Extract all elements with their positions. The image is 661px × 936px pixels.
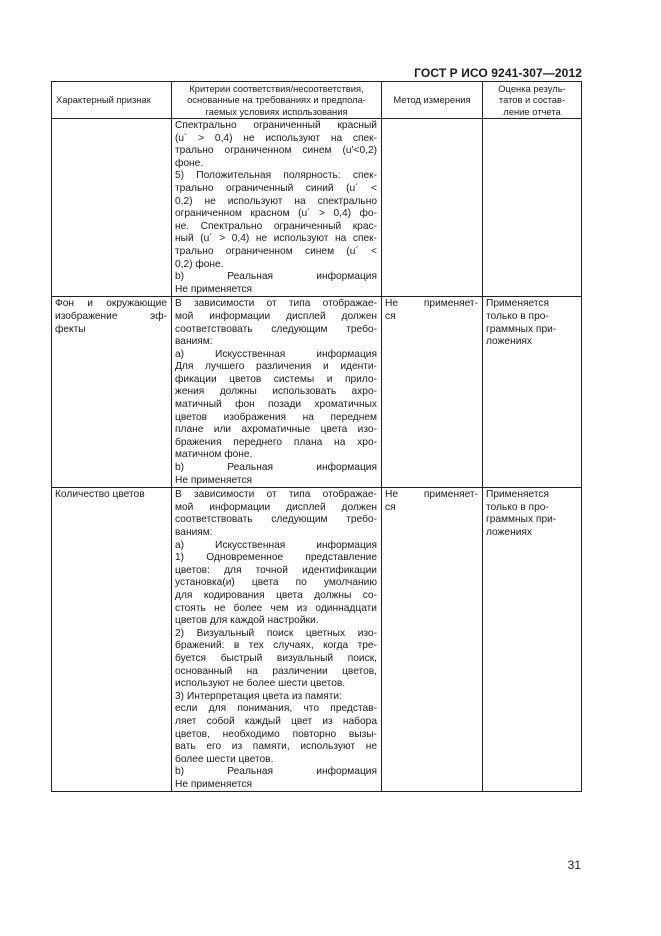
report-cell	[483, 488, 582, 792]
cell-line: Применяется	[486, 489, 549, 501]
cell-line: ся	[385, 501, 396, 513]
cell-line: цветов изображения на переднем	[175, 411, 377, 423]
cell-line: Не применяется	[175, 778, 253, 790]
cell-line: Не применяется	[175, 283, 253, 295]
cell-line: Не применяет-	[385, 298, 478, 310]
cell-line: Для лучшего различения и иденти-	[175, 361, 377, 373]
cell-line: для кодирования цвета должны со-	[175, 589, 377, 601]
column-header-line: Критерии соответствия/несоответствия,	[189, 83, 364, 95]
cell-line: буется быстрый визуальный поиск,	[175, 652, 377, 664]
criteria-cell	[172, 488, 382, 792]
column-header-report	[483, 82, 582, 119]
column-header-feature	[52, 82, 172, 119]
cell-line: ся	[385, 310, 396, 322]
table-row	[52, 488, 582, 792]
column-header-line: основанные на требованиях и предпола-	[187, 94, 366, 106]
cell-line: более шести цветов.	[175, 753, 274, 765]
report-cell	[483, 297, 582, 488]
cell-line: граммных при-	[486, 323, 557, 335]
cell-line: трально ограниченном синем (u´ <	[175, 245, 377, 257]
cell-line: (u´ > 0,4) не используют на спек-	[175, 132, 377, 144]
cell-line: ложениях	[486, 527, 533, 538]
cell-line: цветов, необходимо повторно вызы-	[175, 728, 377, 740]
cell-line: соответствовать следующим требо-	[175, 323, 377, 335]
cell-line: изображение эф-	[55, 310, 167, 322]
column-header-method	[382, 82, 483, 119]
method-cell	[382, 119, 483, 297]
cell-line: b) Реальная информация	[175, 271, 377, 283]
cell-line: цветов для каждой настройки.	[175, 615, 319, 627]
cell-line: бражения переднего плана на хро-	[175, 436, 377, 448]
cell-line: Фон и окружающие	[55, 298, 167, 310]
cell-line: ваниям:	[175, 336, 213, 348]
column-header-line: гаемых условиях использования	[205, 105, 348, 117]
document-code: ГОСТ Р ИСО 9241-307—2012	[414, 66, 582, 80]
cell-line: ный (u´ > 0,4) не используют на спек-	[175, 233, 377, 245]
report-cell	[483, 119, 582, 297]
cell-line: ляет собой каждый цвет из набора	[175, 715, 377, 727]
cell-line: если для понимания, что представ-	[175, 703, 377, 715]
cell-line: фикации цветов системы и прило-	[175, 373, 377, 385]
column-header-line: Оценка резуль-	[498, 83, 566, 95]
table-header-row	[52, 82, 582, 119]
requirements-table	[51, 81, 582, 792]
table-row	[52, 297, 582, 488]
column-header-label	[187, 83, 366, 116]
cell-line: 3) Интерпретация цвета из памяти:	[175, 690, 342, 702]
cell-line: только в про-	[486, 501, 549, 513]
cell-line: используют не более шести цветов.	[175, 678, 346, 690]
cell-line: Не применяет-	[385, 489, 478, 501]
feature-cell	[52, 488, 172, 792]
cell-line: В зависимости от типа отображае-	[175, 489, 377, 501]
column-header-line: Характерный признак	[56, 94, 151, 106]
cell-line: 2) Визуальный поиск цветных изо-	[175, 627, 377, 639]
cell-line: вать его из памяти, используют не	[175, 741, 377, 753]
cell-line: 0,2) фоне.	[175, 258, 224, 270]
feature-cell	[52, 119, 172, 297]
criteria-cell	[172, 119, 382, 297]
cell-line: мой информации дисплей должен	[175, 501, 377, 513]
cell-line: матичном фоне.	[175, 449, 253, 461]
page-number: 31	[567, 858, 581, 872]
cell-line: 0,2) не используют на спектрально	[175, 195, 377, 207]
cell-line: соответствовать следующим требо-	[175, 514, 377, 526]
cell-line: трально ограниченном синем (u'<0,2)	[175, 145, 377, 157]
criteria-cell	[172, 297, 382, 488]
column-header-label	[56, 94, 151, 105]
cell-line: граммных при-	[486, 514, 557, 526]
cell-line: b) Реальная информация	[175, 766, 377, 778]
cell-line: a) Искусственная информация	[175, 348, 377, 360]
column-header-line: Метод измерения	[393, 94, 471, 106]
cell-line: В зависимости от типа отображае-	[175, 298, 377, 310]
cell-line: установка(и) цвета по умолчанию	[175, 577, 377, 589]
table-row	[52, 119, 582, 297]
cell-line: трально ограниченный синий (u´ <	[175, 182, 377, 194]
cell-line: ограниченном красном (u´ > 0,4) фо-	[175, 208, 377, 220]
cell-line: 1) Одновременное представление	[175, 552, 377, 564]
cell-line: фоне.	[175, 157, 204, 169]
method-cell	[382, 488, 483, 792]
column-header-criteria	[172, 82, 382, 119]
cell-line: только в про-	[486, 310, 549, 322]
cell-line: цветов: для точной идентификации	[175, 564, 377, 576]
cell-line: плане или ахроматичные цвета изо-	[175, 424, 377, 436]
cell-line: основанный на различении цветов,	[175, 665, 377, 677]
cell-line: Применяется	[486, 298, 549, 310]
cell-line: жения должны использовать ахро-	[175, 386, 377, 398]
cell-line: бражений: в тех случаях, когда тре-	[175, 640, 377, 652]
feature-cell	[52, 297, 172, 488]
column-header-label	[498, 83, 565, 116]
cell-line: a) Искусственная информация	[175, 539, 377, 551]
cell-line: мой информации дисплей должен	[175, 310, 377, 322]
cell-line: ложениях	[486, 336, 533, 348]
cell-line: не. Спектрально ограниченный крас-	[175, 220, 377, 232]
cell-line: b) Реальная информация	[175, 462, 377, 474]
column-header-line: татов и состав-	[498, 94, 566, 106]
cell-line: ваниям:	[175, 527, 213, 538]
cell-line: Не применяется	[175, 474, 253, 486]
cell-line: Спектрально ограниченный красный	[175, 120, 377, 131]
cell-line: фекты	[55, 323, 86, 335]
method-cell	[382, 297, 483, 488]
cell-line: 5) Положительная полярность: спек-	[175, 170, 377, 182]
cell-line: матичный фон позади хроматичных	[175, 399, 377, 411]
column-header-line: ление отчета	[503, 105, 561, 117]
cell-line: Количество цветов	[55, 489, 145, 501]
column-header-label	[393, 94, 470, 105]
cell-line: стоять не более чем из одиннадцати	[175, 602, 377, 614]
